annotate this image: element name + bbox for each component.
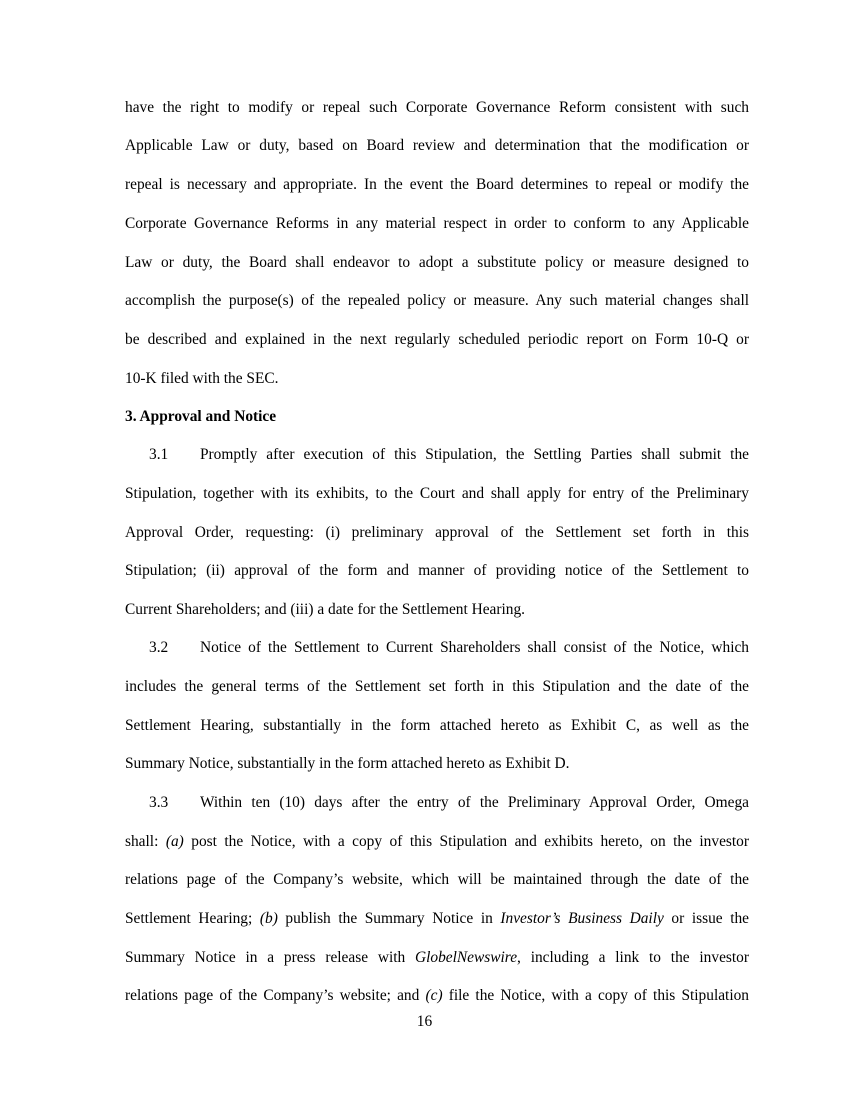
body-text-line: repeal is necessary and appropriate. In the event the Board determines to repeal or modify the: [125, 176, 749, 193]
body-text-line: Stipulation, together with its exhibits, to the Court and shall apply for entry of the Preliminary: [125, 485, 749, 502]
text-span: publish the Summary Notice in: [277, 910, 501, 927]
section-heading: 3. Approval and Notice: [125, 408, 277, 425]
text-span: file the Notice, with a copy of this Stipulation: [442, 987, 750, 1004]
body-text-line: have the right to modify or repeal such Corporate Governance Reform consistent with such: [125, 99, 749, 116]
italic-service-name: GlobelNewswire: [415, 949, 518, 966]
text-span: or issue the: [663, 910, 750, 927]
italic-marker: (a): [165, 833, 184, 850]
body-text-line: [125, 832, 749, 852]
paragraph-number: 3.2: [149, 639, 169, 656]
italic-publication-title: Investor’s Business Daily: [500, 910, 664, 927]
italic-marker: (c): [425, 987, 443, 1004]
paragraph-text: Notice of the Settlement to Current Shareholders shall consist of the Notice, which: [200, 639, 749, 656]
paragraph-3-3-first-line: [149, 793, 749, 813]
body-text-line: Law or duty, the Board shall endeavor to adopt a substitute policy or measure designed to: [125, 254, 749, 271]
body-text-line: Current Shareholders; and (iii) a date for the Settlement Hearing.: [125, 601, 526, 618]
body-text-line: Applicable Law or duty, based on Board review and determination that the modification or: [125, 137, 749, 154]
body-text-line: Settlement Hearing, substantially in the form attached hereto as Exhibit C, as well as the: [125, 717, 749, 734]
text-span: Settlement Hearing;: [125, 910, 260, 927]
body-text-line: Summary Notice, substantially in the form attached hereto as Exhibit D.: [125, 755, 570, 772]
body-text-line: be described and explained in the next regularly scheduled periodic report on Form 10-Q or: [125, 331, 749, 348]
paragraph-number: 3.3: [149, 794, 169, 811]
body-text-line: relations page of the Company’s website, which will be maintained through the date of the: [125, 871, 749, 888]
paragraph-text: Within ten (10) days after the entry of the Preliminary Approval Order, Omega: [200, 794, 749, 811]
paragraph-3-2-first-line: [149, 638, 749, 658]
text-span: shall:: [125, 833, 166, 850]
italic-marker: (b): [259, 910, 278, 927]
body-text-line: includes the general terms of the Settlement set forth in this Stipulation and the date of the: [125, 678, 749, 695]
text-span: , including a link to the investor: [517, 949, 749, 966]
body-text-line: accomplish the purpose(s) of the repealed policy or measure. Any such material changes shall: [125, 292, 749, 309]
text-span: relations page of the Company’s website; and: [125, 987, 426, 1004]
text-span: post the Notice, with a copy of this Stipulation and exhibits hereto, on the investor: [183, 833, 749, 850]
page-number: 16: [416, 1013, 433, 1030]
body-text-line: Approval Order, requesting: (i) preliminary approval of the Settlement set forth in this: [125, 524, 749, 541]
body-text-line: Stipulation; (ii) approval of the form and manner of providing notice of the Settlement to: [125, 562, 749, 579]
body-text-line: [125, 948, 749, 968]
paragraph-3-1-first-line: [149, 445, 749, 465]
body-text-line: [125, 986, 749, 1006]
body-text-line: [125, 909, 749, 929]
body-text-line: 10-K filed with the SEC.: [125, 370, 279, 387]
text-span: Summary Notice in a press release with: [125, 949, 416, 966]
paragraph-number: 3.1: [149, 446, 169, 463]
body-text-line: Corporate Governance Reforms in any material respect in order to conform to any Applicable: [125, 215, 749, 232]
paragraph-text: Promptly after execution of this Stipulation, the Settling Parties shall submit the: [200, 446, 749, 463]
